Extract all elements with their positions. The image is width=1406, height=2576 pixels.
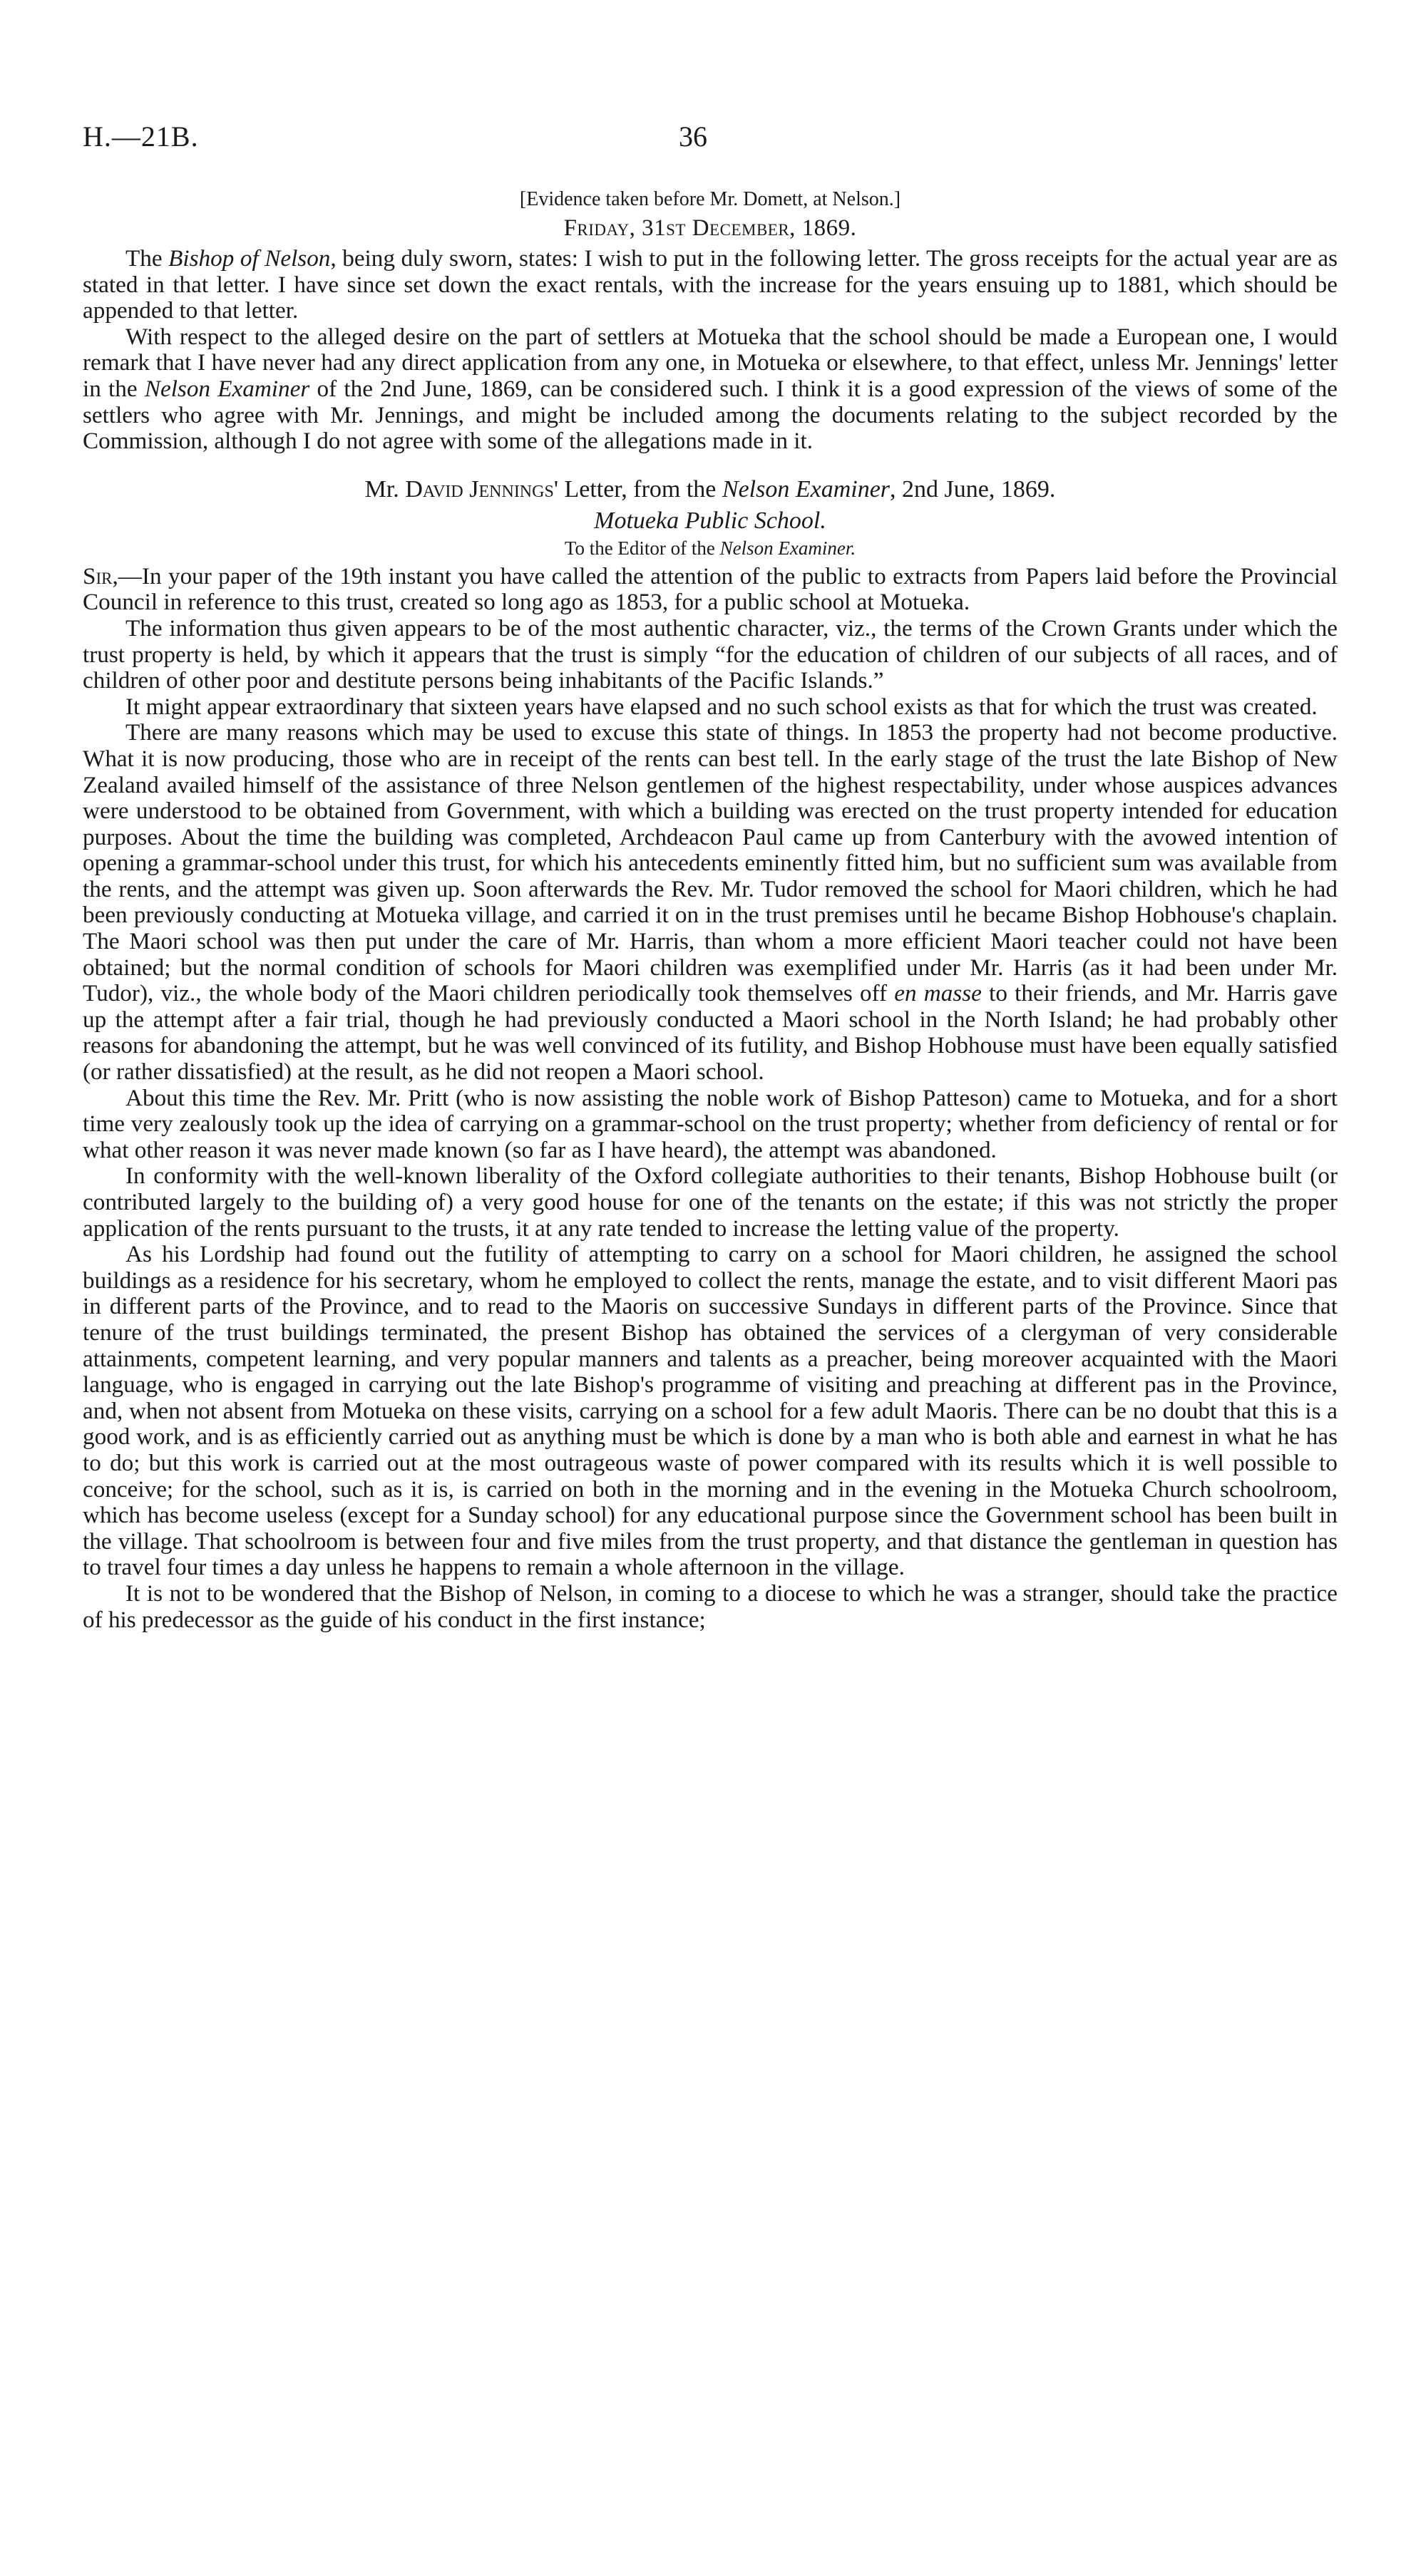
newspaper-name: Nelson Examiner [144,375,310,402]
intro-section [83,246,1338,455]
page-header [83,120,1338,160]
evidence-note: [Evidence taken before Mr. Domett, at Nelson.] [519,188,901,210]
date-line: Friday, 31st December, 1869. [563,215,857,241]
letter-paragraph-6: In conformity with the well-known liberality of the Oxford collegiate authorities to their tenants, Bishop Hobhouse built (or contributed largely to the building of) a very good house for one of the tenants on the estate; if this was not strictly the proper application of the rents pursuant to the trusts, it at any rate tended to increase the letting value of the property. [83,1163,1338,1242]
intro-paragraph-2: With respect to the alleged desire on the part of settlers at Motueka that the school should be made a European one, I would remark that I have never had any direct application from any one, in Motueka or elsewhere, to that effect, unless Mr. Jennings' letter in the Nelson Examiner of the 2nd June, 1869, can be considered such. I think it is a good expression of the views of some of the settlers who agree with Mr. Jennings, and might be included among the documents relating to the subject recorded by the Commission, although I do not agree with some of the allegations made in it. [83,323,1338,455]
letter-paragraph-3: It might appear extraordinary that sixteen years have elapsed and no such school exists as that for which the trust was created. [125,693,1318,720]
letter-addressee: To the Editor of the Nelson Examiner. [564,537,856,559]
author-name: David Jennings [405,475,554,503]
document-page [83,120,1338,1633]
letter-heading: Mr. David Jennings' Letter, from the Nelson Examiner, 2nd June, 1869. [364,475,1056,503]
letter-paragraph-7: As his Lordship had found out the futility of attempting to carry on a school for Maori children, he assigned the school buildings as a residence for his secretary, whom he employed to collect the rents, manage the estate, and to visit different Maori pas in different parts of the Province, and to read to the Maoris on successive Sundays in different parts of the Province. Since that tenure of the trust buildings terminated, the present Bishop has obtained the services of a clergyman of very considerable attainments, competent learning, and very popular manners and talents as a preacher, being moreover acquainted with the Maori language, who is engaged in carrying out the late Bishop's programme of visiting and preaching at different pas in the Province, and, when not absent from Motueka on these visits, carrying on a school for a few adult Maoris. There can be no doubt that this is a good work, and is as efficiently carried out as anything must be which is done by a man who is both able and earnest in what he has to do; but this work is carried out at the most outrageous waste of power compared with its results which it is well possible to conceive; for the school, such as it is, is carried on both in the morning and in the evening in the Motueka Church schoolroom, which has become useless (except for a Sunday school) for any educational purpose since the Government school has been built in the village. That schoolroom is between four and five miles from the trust property, and that distance the gentleman in question has to travel four times a day unless he happens to remain a whole afternoon in the village. [83,1241,1338,1581]
letter-paragraph-5: About this time the Rev. Mr. Pritt (who is now assisting the noble work of Bishop Patteson) came to Motueka, and for a short time very zealously took up the idea of carrying on a grammar-school on the trust property; whether from deficiency of rental or for what other reason it was never made known (so far as I have heard), the attempt was abandoned. [83,1084,1338,1163]
letter-subtitle: Motueka Public School. [594,507,826,534]
salutation: Sir, [83,562,118,589]
page-number: 36 [679,120,707,153]
intro-paragraph-1: The Bishop of Nelson, being duly sworn, states: I wish to put in the following letter. The gross receipts for the actual year are as stated in that letter. I have since set down the exact rentals, with the increase for the years ensuing up to 1881, which should be appended to that letter. [83,245,1338,324]
letter-body [83,564,1338,1633]
letter-paragraph-1: Sir,—In your paper of the 19th instant you have called the attention of the public to extracts from Papers laid before the Provincial Council in reference to this trust, created so long ago as 1853, for a public school at Motueka. [83,562,1338,616]
letter-paragraph-8: It is not to be wondered that the Bishop of Nelson, in coming to a diocese to which he was a stranger, should take the practice of his predecessor as the guide of his conduct in the first instance; [83,1580,1338,1633]
letter-paragraph-2: The information thus given appears to be of the most authentic character, viz., the terms of the Crown Grants under which the trust property is held, by which it appears that the trust is simply “for the education of children of our subjects of all races, and of children of other poor and destitute persons being inhabitants of the Pacific Islands.” [83,614,1338,694]
document-reference: H.—21B. [83,120,199,153]
speaker-name: Bishop of Nelson [168,245,331,272]
letter-paragraph-4: There are many reasons which may be used to excuse this state of things. In 1853 the property had not become productive. What it is now producing, those who are in receipt of the rents can best tell. In the early stage of the trust the late Bishop of New Zealand availed himself of the assistance of three Nelson gentlemen of the highest respectability, under whose auspices advances were understood to be obtained from Government, with which a building was erected on the trust property intended for education purposes. About the time the building was completed, Archdeacon Paul came up from Canterbury with the avowed intention of opening a grammar-school under this trust, for which his antecedents eminently fitted him, but no sufficient sum was available from the rents, and the attempt was given up. Soon afterwards the Rev. Mr. Tudor removed the school for Maori children, which he had been previously conducting at Motueka village, and carried it on in the trust premises until he became Bishop Hobhouse's chaplain. The Maori school was then put under the care of Mr. Harris, than whom a more efficient Maori teacher could not have been obtained; but the normal condition of schools for Maori children was exemplified under Mr. Harris (as it had been under Mr. Tudor), viz., the whole body of the Maori children periodically took themselves off en masse to their friends, and Mr. Harris gave up the attempt after a fair trial, though he had previously conducted a Maori school in the North Island; he had probably other reasons for abandoning the attempt, but he was well convinced of its futility, and Bishop Hobhouse must have been equally satisfied (or rather dissatisfied) at the result, as he did not reopen a Maori school. [83,719,1338,1086]
